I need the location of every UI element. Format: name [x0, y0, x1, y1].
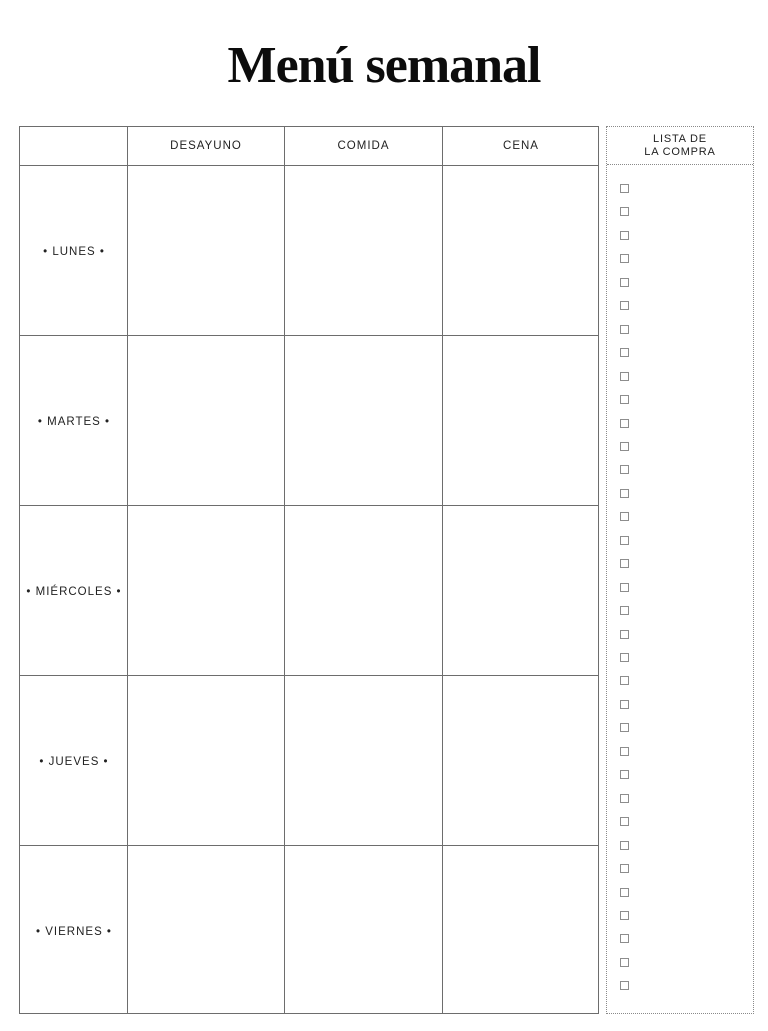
shopping-list-header: [607, 127, 753, 165]
column-header-desayuno: DESAYUNO: [170, 140, 242, 152]
shopping-list-checkbox[interactable]: [620, 536, 629, 545]
day-label-miercoles: • MIÉRCOLES •: [26, 586, 122, 598]
grid-divider: [20, 505, 598, 506]
grid-divider: [20, 165, 598, 166]
shopping-list-checkbox[interactable]: [620, 841, 629, 850]
grid-divider: [20, 845, 598, 846]
shopping-list-checkbox[interactable]: [620, 676, 629, 685]
page-title: Menú semanal: [227, 37, 541, 94]
grid-divider: [127, 127, 128, 1013]
shopping-list-checkbox[interactable]: [620, 419, 629, 428]
shopping-list-checkbox[interactable]: [620, 583, 629, 592]
shopping-list-checkbox[interactable]: [620, 325, 629, 334]
shopping-list-checkbox[interactable]: [620, 794, 629, 803]
shopping-list-checkbox[interactable]: [620, 817, 629, 826]
day-label-martes: • MARTES •: [37, 416, 111, 428]
grid-divider: [284, 127, 285, 1013]
shopping-list-checkbox[interactable]: [620, 348, 629, 357]
shopping-list-checkbox[interactable]: [620, 934, 629, 943]
grid-divider: [20, 335, 598, 336]
shopping-list-checkbox[interactable]: [620, 372, 629, 381]
shopping-list-checkbox[interactable]: [620, 630, 629, 639]
column-header-cena: CENA: [503, 140, 539, 152]
shopping-list-checkbox[interactable]: [620, 231, 629, 240]
shopping-list-checkbox[interactable]: [620, 184, 629, 193]
shopping-list-checkbox[interactable]: [620, 958, 629, 967]
shopping-list-checkbox[interactable]: [620, 465, 629, 474]
grid-divider: [442, 127, 443, 1013]
shopping-list-checkbox[interactable]: [620, 700, 629, 709]
shopping-list-checkbox[interactable]: [620, 559, 629, 568]
day-label-jueves: • JUEVES •: [39, 756, 109, 768]
shopping-list-checkbox[interactable]: [620, 653, 629, 662]
day-label-lunes: • LUNES •: [43, 246, 105, 258]
shopping-list-checkbox[interactable]: [620, 888, 629, 897]
shopping-list-checkbox[interactable]: [620, 278, 629, 287]
shopping-list-checkbox[interactable]: [620, 395, 629, 404]
column-header-comida: COMIDA: [337, 140, 390, 152]
shopping-list-checkbox[interactable]: [620, 254, 629, 263]
shopping-list-checkbox[interactable]: [620, 442, 629, 451]
shopping-list-checkbox[interactable]: [620, 512, 629, 521]
weekly-menu-grid: [19, 126, 599, 1014]
shopping-list-checkbox[interactable]: [620, 723, 629, 732]
shopping-list-title-line1: LISTA DE: [653, 133, 707, 145]
shopping-list-checkbox[interactable]: [620, 301, 629, 310]
shopping-list-checkbox[interactable]: [620, 770, 629, 779]
grid-divider: [20, 675, 598, 676]
shopping-list-checkbox[interactable]: [620, 981, 629, 990]
shopping-list-checkbox[interactable]: [620, 911, 629, 920]
shopping-list-checkbox[interactable]: [620, 207, 629, 216]
shopping-list-title-line2: LA COMPRA: [644, 146, 716, 158]
shopping-list-checkbox[interactable]: [620, 489, 629, 498]
day-label-viernes: • VIERNES •: [36, 926, 112, 938]
shopping-list-panel: [606, 126, 754, 1014]
shopping-list-checkbox[interactable]: [620, 747, 629, 756]
shopping-list-checkbox[interactable]: [620, 864, 629, 873]
shopping-list-checkbox[interactable]: [620, 606, 629, 615]
